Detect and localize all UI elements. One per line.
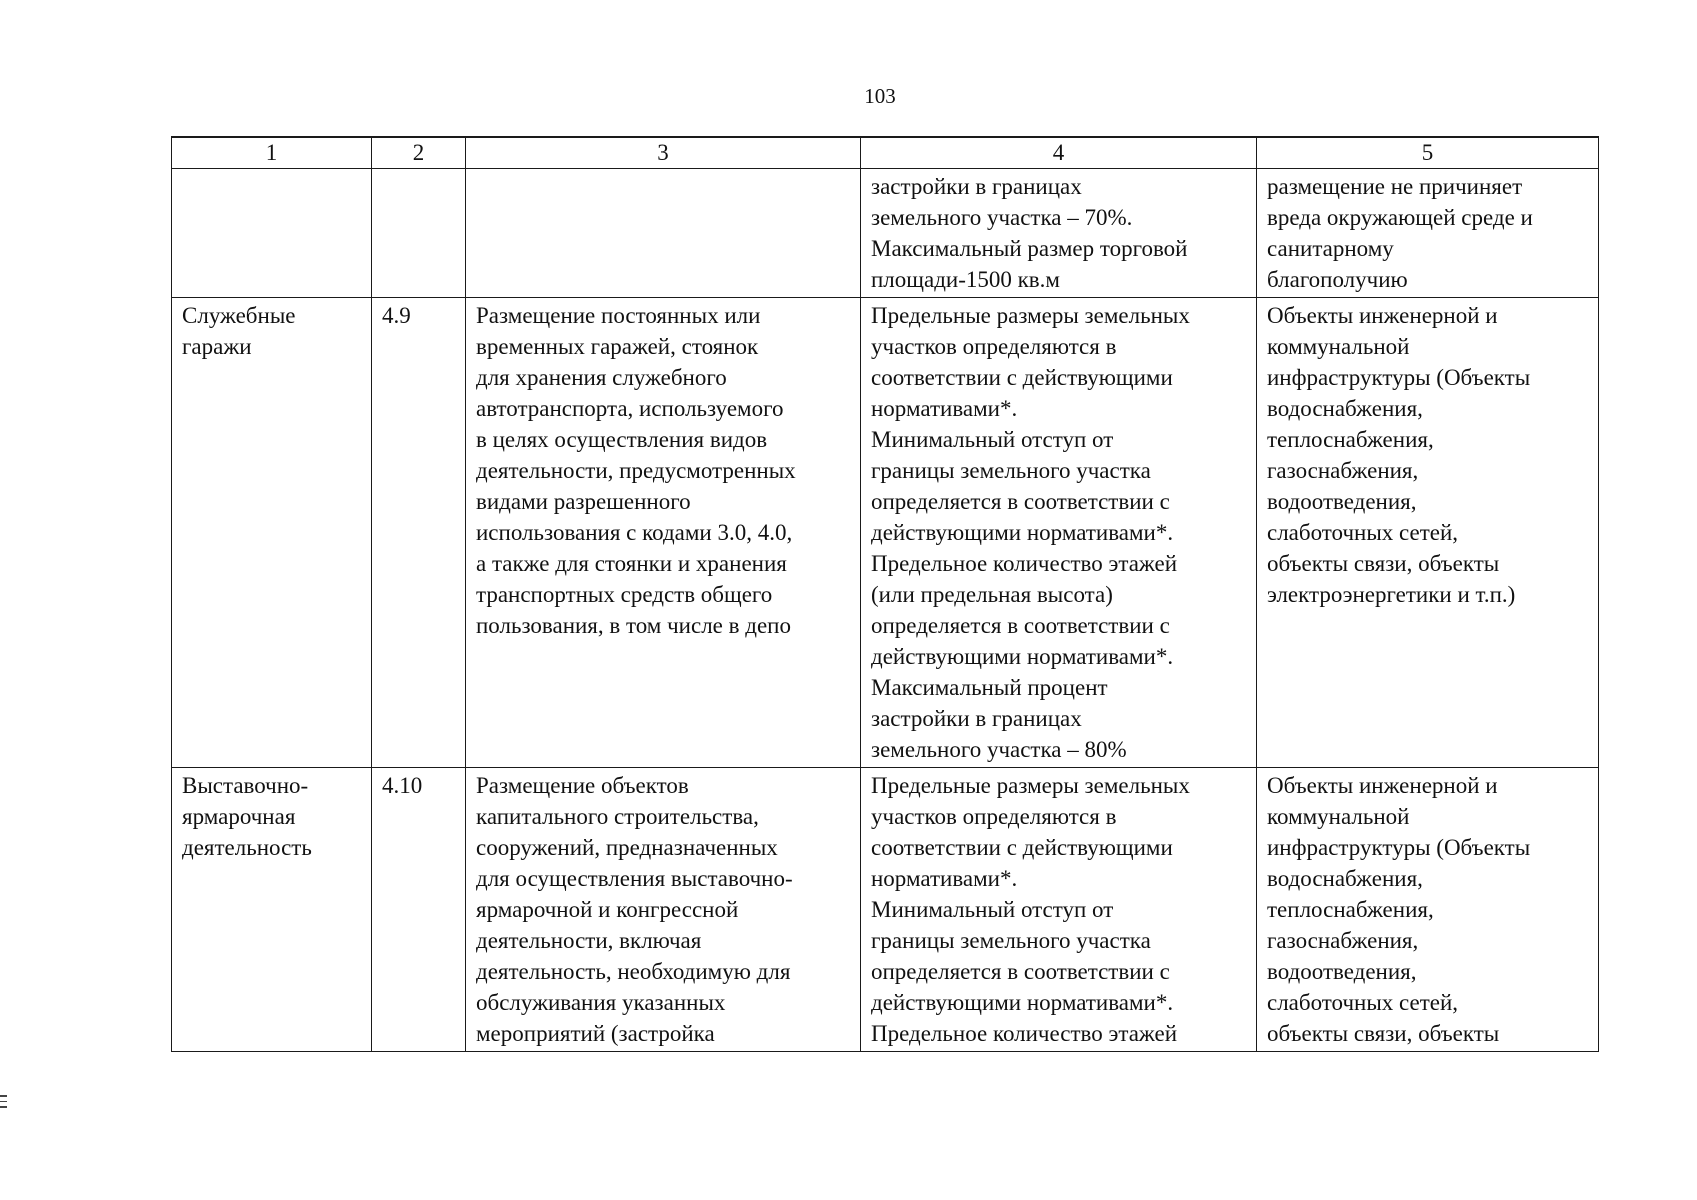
cell-use-parameters: Предельные размеры земельных участков определяются в соответствии с действующими нормативами*. Минимальный отступ от границы земельного участка определяется в соответствии с действующими нормативами*. Предельное количество этажей bbox=[861, 768, 1257, 1052]
land-use-table bbox=[171, 136, 1599, 1052]
cell-use-code: 4.9 bbox=[372, 298, 466, 768]
column-header-1: 1 bbox=[172, 137, 372, 169]
cell-auxiliary-objects: Объекты инженерной и коммунальной инфраструктуры (Объекты водоснабжения, теплоснабжения, газоснабжения, водоотведения, слаботочных сетей, объекты связи, объекты bbox=[1257, 768, 1599, 1052]
column-header-2: 2 bbox=[372, 137, 466, 169]
cell-use-description: Размещение постоянных или временных гаражей, стоянок для хранения служебного автотранспорта, используемого в целях осуществления видов деятельности, предусмотренных видами разрешенного использования с кодами 3.0, 4.0, а также для стоянки и хранения транспортных средств общего пользования, в том числе в депо bbox=[466, 298, 861, 768]
cell-auxiliary-objects: Объекты инженерной и коммунальной инфраструктуры (Объекты водоснабжения, теплоснабжения, газоснабжения, водоотведения, слаботочных сетей, объекты связи, объекты электроэнергетики и т.п.) bbox=[1257, 298, 1599, 768]
cell-use-code: 4.10 bbox=[372, 768, 466, 1052]
table-row bbox=[172, 298, 1599, 768]
cell-auxiliary-objects: размещение не причиняет вреда окружающей среде и санитарному благополучию bbox=[1257, 169, 1599, 298]
column-header-4: 4 bbox=[861, 137, 1257, 169]
cell-use-description bbox=[466, 169, 861, 298]
cell-use-parameters: Предельные размеры земельных участков определяются в соответствии с действующими нормативами*. Минимальный отступ от границы земельного участка определяется в соответствии с действующими нормативами*. Предельное количество этажей (или предельная высота) определяется в соответствии с действующими нормативами*. Максимальный процент застройки в границах земельного участка – 80% bbox=[861, 298, 1257, 768]
cell-use-name bbox=[172, 169, 372, 298]
table-row bbox=[172, 169, 1599, 298]
table-header-row bbox=[172, 137, 1599, 169]
cell-use-name: Выставочно- ярмарочная деятельность bbox=[172, 768, 372, 1052]
column-header-5: 5 bbox=[1257, 137, 1599, 169]
cell-use-parameters: застройки в границах земельного участка – 70%. Максимальный размер торговой площади-1500 кв.м bbox=[861, 169, 1257, 298]
scan-margin-mark bbox=[0, 1095, 8, 1109]
cell-use-description: Размещение объектов капитального строительства, сооружений, предназначенных для осуществления выставочно- ярмарочной и конгрессной деятельности, включая деятельность, необходимую для обслуживания указанных мероприятий (застройка bbox=[466, 768, 861, 1052]
table-row bbox=[172, 768, 1599, 1052]
cell-use-code bbox=[372, 169, 466, 298]
cell-use-name: Служебные гаражи bbox=[172, 298, 372, 768]
column-header-3: 3 bbox=[466, 137, 861, 169]
page-number: 103 bbox=[864, 84, 896, 108]
